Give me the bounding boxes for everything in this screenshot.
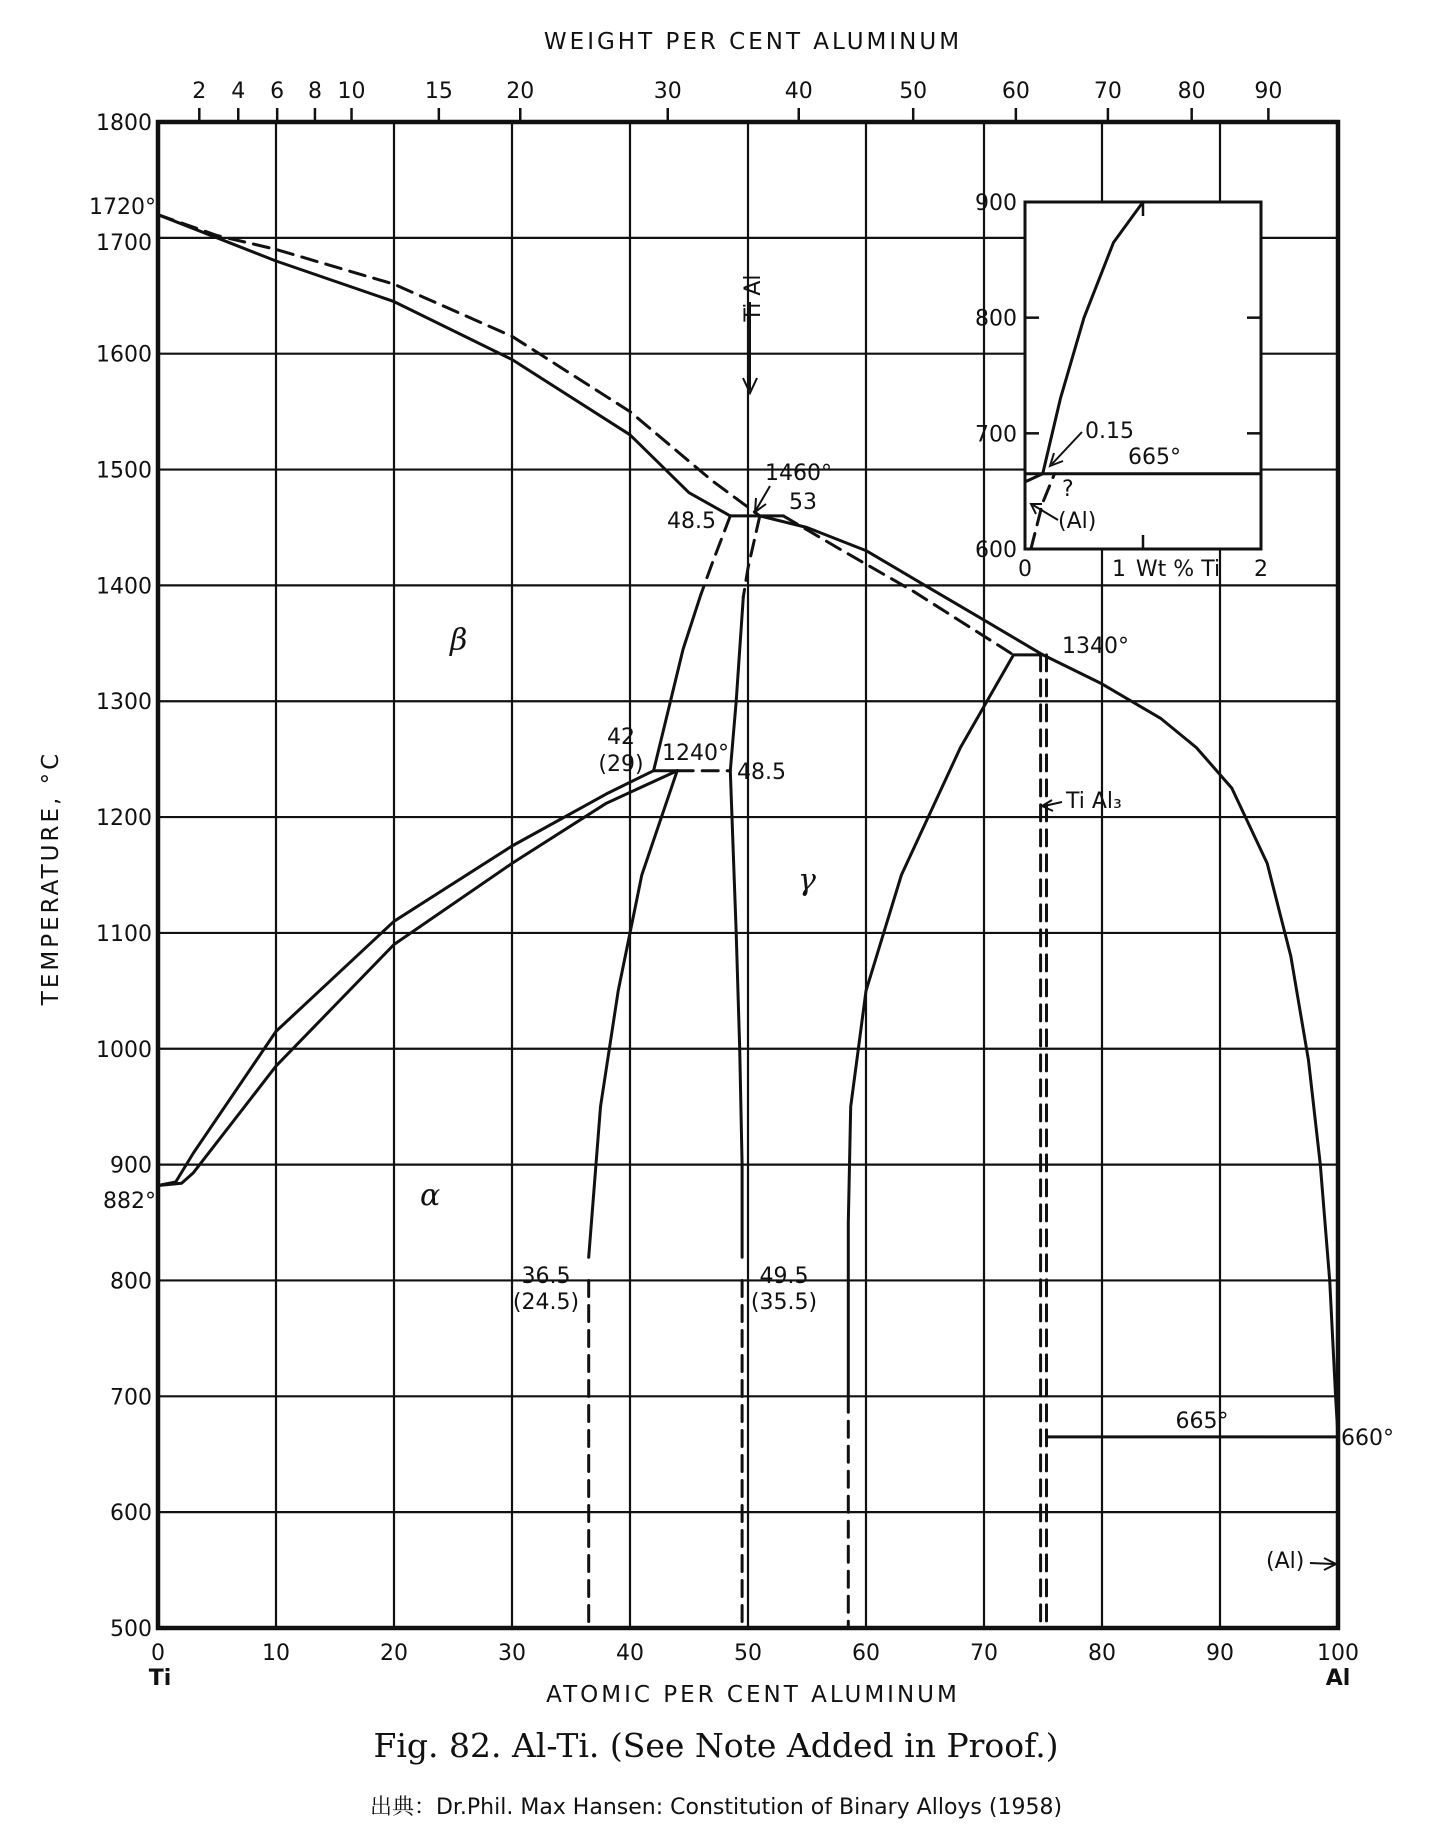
ann-tial3: Ti Al₃ <box>1066 789 1122 814</box>
weight-tick-label-60: 60 <box>1001 79 1030 104</box>
y-tick-label-1200: 1200 <box>96 806 152 832</box>
y-axis-ticks <box>96 111 152 1642</box>
x-tick-label-0: 0 <box>151 1641 165 1666</box>
phase-gamma: γ <box>798 863 816 898</box>
x-end-label-al: Al <box>1325 1666 1351 1691</box>
weight-tick-label-4: 4 <box>231 79 246 104</box>
curve-gamma-left <box>730 597 743 1257</box>
weight-tick-label-6: 6 <box>270 79 285 104</box>
y-tick-label-1100: 1100 <box>96 921 152 947</box>
ann-tial: Ti Al <box>741 274 766 322</box>
inset-y-tick-label-800: 800 <box>975 306 1017 332</box>
weight-tick-label-70: 70 <box>1093 79 1122 104</box>
x-tick-label-30: 30 <box>498 1641 526 1666</box>
ann-660: 660° <box>1341 1426 1394 1451</box>
weight-tick-label-90: 90 <box>1254 79 1283 104</box>
ann-1340: 1340° <box>1062 634 1129 659</box>
inset-chart <box>975 191 1268 582</box>
x-tick-label-20: 20 <box>380 1641 408 1666</box>
ann-36-5: 36.5 <box>521 1264 571 1289</box>
weight-tick-label-10: 10 <box>337 79 366 104</box>
figure-caption: Fig. 82. Al-Ti. (See Note Added in Proof.) <box>373 1726 1059 1765</box>
y-tick-label-500: 500 <box>110 1617 152 1642</box>
inset-ann-665: 665° <box>1128 445 1181 470</box>
ann-1240: 1240° <box>662 741 729 766</box>
weight-tick-label-40: 40 <box>784 79 813 104</box>
inset-x-tick-label-2: 2 <box>1254 557 1268 582</box>
inset-ann-al: (Al) <box>1058 509 1097 534</box>
x-tick-label-70: 70 <box>970 1641 998 1666</box>
x2-axis-title: WEIGHT PER CENT ALUMINUM <box>543 29 963 55</box>
ann-665: 665° <box>1175 1409 1229 1434</box>
inset-y-tick-label-900: 900 <box>975 191 1017 216</box>
curve-gamma-liquidus <box>760 516 1338 1437</box>
weight-tick-label-30: 30 <box>653 79 682 104</box>
inset-x-axis-title: Wt % Ti <box>1135 557 1221 582</box>
y-axis-title: TEMPERATURE, °C <box>38 750 64 1006</box>
inset-x-tick-label-1: 1 <box>1112 557 1126 582</box>
curve-alpha2-gamma <box>589 771 678 1258</box>
phase-alpha: α <box>420 1178 441 1213</box>
x-axis-title: ATOMIC PER CENT ALUMINUM <box>546 1682 960 1708</box>
inset-y-tick-label-700: 700 <box>975 422 1017 448</box>
label-1720: 1720° <box>89 195 156 220</box>
ann-53: 53 <box>789 490 817 515</box>
figure-source: 出典：Dr.Phil. Max Hansen: Constitution of Binary Alloys (1958) <box>369 1795 1063 1820</box>
x-tick-label-90: 90 <box>1206 1641 1234 1666</box>
y-tick-label-900: 900 <box>110 1153 152 1179</box>
ann-48-5-mid: 48.5 <box>737 760 786 785</box>
curve-solidus-beta <box>158 215 730 516</box>
label-882: 882° <box>103 1189 156 1214</box>
y-tick-label-600: 600 <box>110 1501 152 1527</box>
weight-axis-ticks <box>192 79 1282 122</box>
y-tick-label-1000: 1000 <box>96 1037 152 1063</box>
ann-24-5: (24.5) <box>512 1290 580 1315</box>
weight-tick-label-8: 8 <box>307 79 322 104</box>
inset-ann-015: 0.15 <box>1085 419 1134 444</box>
inset-ann-question: ? <box>1062 477 1074 502</box>
weight-tick-label-15: 15 <box>424 79 453 104</box>
phase-beta: β <box>450 623 468 658</box>
y-tick-label-1300: 1300 <box>96 690 152 716</box>
ann-1460: 1460° <box>765 461 832 486</box>
weight-tick-label-80: 80 <box>1177 79 1206 104</box>
ann-42: 42 <box>607 725 635 750</box>
curve-liquidus-beta <box>158 215 760 516</box>
x-tick-label-50: 50 <box>734 1641 762 1666</box>
ann-35-5: (35.5) <box>750 1290 818 1315</box>
x-tick-label-40: 40 <box>616 1641 644 1666</box>
x-tick-label-60: 60 <box>852 1641 880 1666</box>
ann-29: (29) <box>598 752 644 777</box>
weight-tick-label-2: 2 <box>192 79 207 104</box>
x-axis-ticks <box>151 1641 1359 1666</box>
y-tick-label-800: 800 <box>110 1269 152 1295</box>
y-tick-label-700: 700 <box>110 1385 152 1411</box>
ann-49-5: 49.5 <box>759 1264 809 1289</box>
x-end-label-ti: Ti <box>148 1666 172 1691</box>
y-tick-label-1400: 1400 <box>96 574 152 600</box>
ann-al: (Al) <box>1266 1549 1305 1574</box>
ann-48-5-top: 48.5 <box>667 509 716 534</box>
x-tick-label-80: 80 <box>1088 1641 1116 1666</box>
y-tick-label-1500: 1500 <box>96 458 152 484</box>
y-tick-label-1800: 1800 <box>96 111 152 136</box>
x-tick-label-100: 100 <box>1317 1641 1359 1666</box>
y-tick-label-1600: 1600 <box>96 342 152 368</box>
x-tick-label-10: 10 <box>262 1641 290 1666</box>
curve-gamma-right <box>848 655 1013 1396</box>
y-tick-label-1700: 1700 <box>96 230 152 256</box>
weight-tick-label-20: 20 <box>506 79 535 104</box>
weight-tick-label-50: 50 <box>899 79 928 104</box>
inset-x-tick-label-0: 0 <box>1018 557 1032 582</box>
inset-y-tick-label-600: 600 <box>975 538 1017 563</box>
